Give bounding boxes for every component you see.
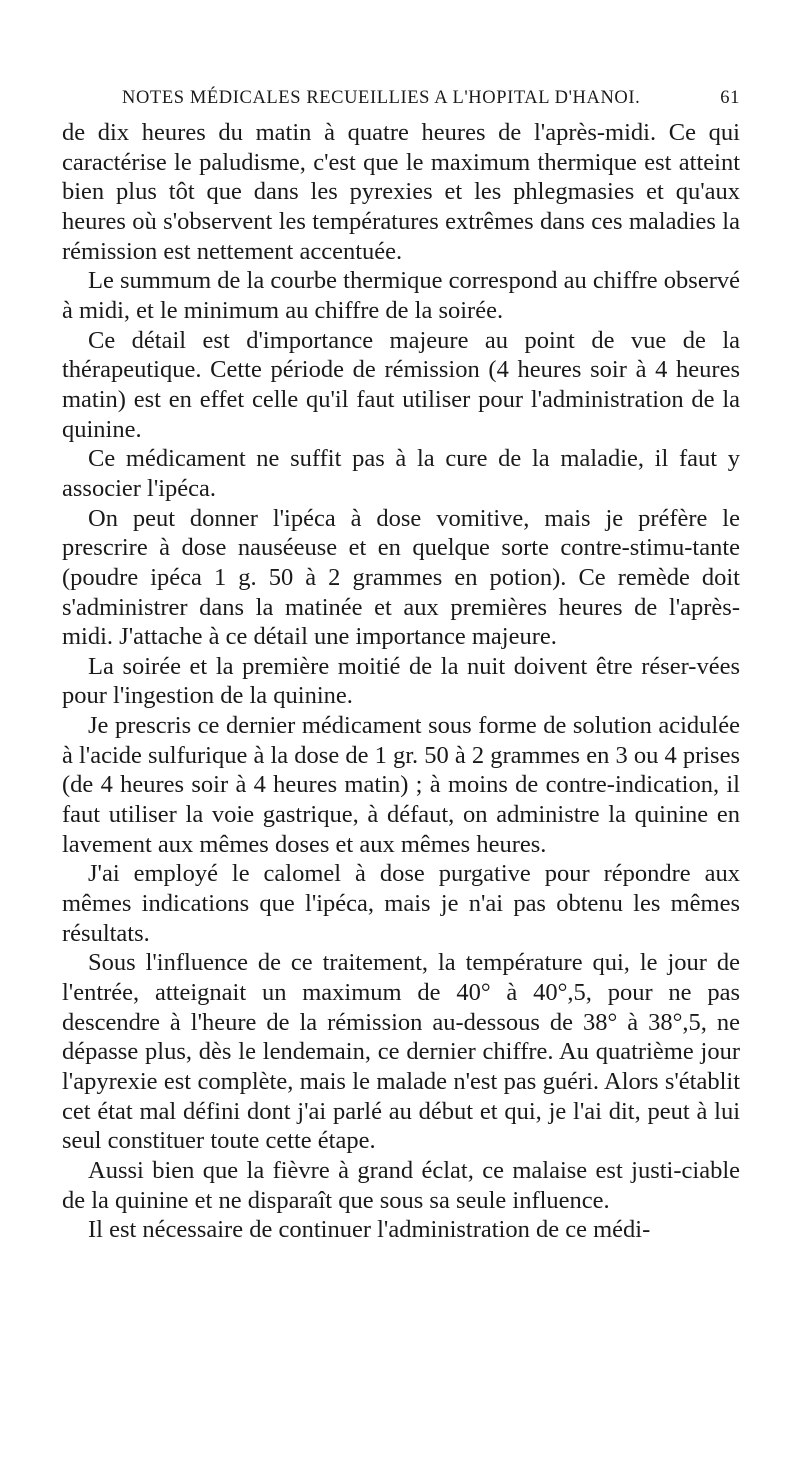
paragraph-8: J'ai employé le calomel à dose purgative pour répondre aux mêmes indications que l'ipéca, mais je n'ai pas obtenu les mêmes résultats.: [62, 860, 740, 947]
paragraph-9: Sous l'influence de ce traitement, la température qui, le jour de l'entrée, atteignait un maximum de 40° à 40°,5, pour ne pas descendre à l'heure de la rémission au-dessous de 38° à 38°,5, ne dépasse plus, dès le lendemain, ce dernier chiffre. Au quatrième jour l'apyrexie est complète, mais le malade n'est pas guéri. Alors s'établit cet état mal défini dont j'ai parlé au début et qui, je l'ai dit, peut à lui seul constituer toute cette étape.: [62, 949, 740, 1155]
page-number: 61: [720, 88, 740, 108]
paragraph-4: Ce médicament ne suffit pas à la cure de la maladie, il faut y associer l'ipéca.: [62, 445, 740, 502]
paragraph-11: Il est nécessaire de continuer l'administration de ce médi-: [88, 1216, 651, 1244]
running-head: [62, 82, 740, 118]
paragraph-2: Le summum de la courbe thermique correspond au chiffre observé à midi, et le minimum au chiffre de la soirée.: [62, 267, 740, 324]
paragraph-6: La soirée et la première moitié de la nuit doivent être réser-vées pour l'ingestion de la quinine.: [62, 652, 740, 710]
running-title: NOTES MÉDICALES RECUEILLIES A L'HOPITAL D'HANOI.: [122, 88, 641, 108]
body-text: [62, 118, 740, 1245]
paragraph-3: Ce détail est d'importance majeure au point de vue de la thérapeutique. Cette période de rémission (4 heures soir à 4 heures matin) est en effet celle qu'il faut utiliser pour l'administration de la quinine.: [62, 326, 740, 443]
paragraph-5: On peut donner l'ipéca à dose vomitive, mais je préfère le prescrire à dose nauséeuse et en quelque sorte contre-stimu-tante (poudre ipéca 1 g. 50 à 2 grammes en potion). Ce remède doit s'administrer dans la matinée et aux premières heures de l'après-midi. J'attache à ce détail une importance majeure.: [62, 504, 740, 651]
paragraph-7: Je prescris ce dernier médicament sous forme de solution acidulée à l'acide sulfurique à la dose de 1 gr. 50 à 2 grammes en 3 ou 4 prises (de 4 heures soir à 4 heures matin) ; à moins de contre-indication, il faut utiliser la voie gastrique, à défaut, on administre la quinine en lavement aux mêmes doses et aux mêmes heures.: [62, 712, 740, 858]
paragraph-1: de dix heures du matin à quatre heures de l'après-midi. Ce qui caractérise le paludisme, c'est que le maximum thermique est atteint bien plus tôt que dans les pyrexies et les phlegmasies et qu'aux heures où s'observent les températures extrêmes dans ces maladies la rémission est nettement accentuée.: [62, 119, 740, 265]
paragraph-10: Aussi bien que la fièvre à grand éclat, ce malaise est justi-ciable de la quinine et ne disparaît que sous sa seule influence.: [62, 1156, 740, 1214]
